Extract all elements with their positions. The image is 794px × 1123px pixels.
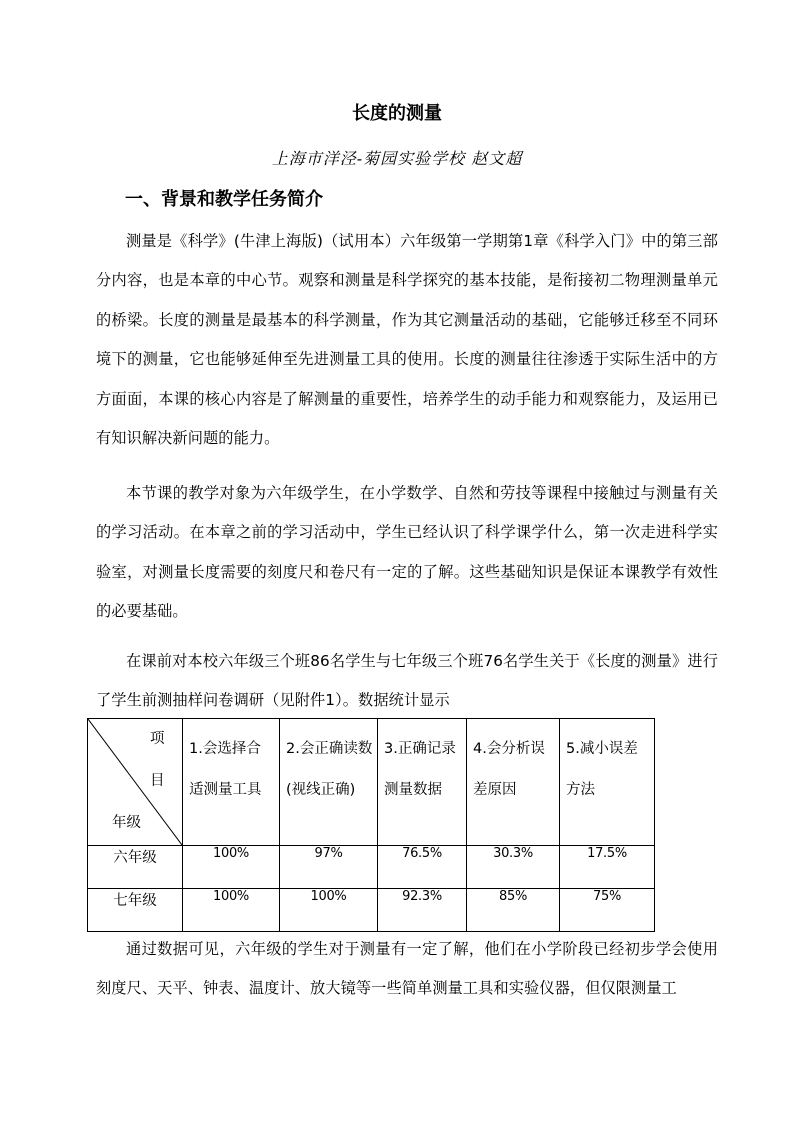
- row-label-grade7: 七年级: [88, 889, 183, 932]
- table-cell: 100%: [183, 846, 280, 889]
- survey-table: [87, 718, 655, 932]
- table-row: [88, 889, 655, 932]
- table-cell: 100%: [183, 889, 280, 932]
- table-cell: 97%: [280, 846, 378, 889]
- header-text-1: 1.会选择合适测量工具: [189, 741, 262, 798]
- paragraph-3: 在课前对本校六年级三个班86名学生与七年级三个班76名学生关于《长度的测量》进行了学生前测抽样问卷调研（见附件1）。数据统计显示: [96, 652, 718, 710]
- diagonal-header: [88, 719, 182, 845]
- row-label-grade6: 六年级: [88, 846, 183, 889]
- table-cell: 92.3%: [378, 889, 467, 932]
- table-row: [88, 846, 655, 889]
- corner-label-xiang: 项: [150, 731, 165, 747]
- header-text-5: 5.减小误差方法: [566, 741, 638, 798]
- table-header-row: [88, 719, 655, 846]
- header-text-2: 2.会正确读数(视线正确): [286, 741, 373, 798]
- paragraph-2: 本节课的教学对象为六年级学生，在小学数学、自然和劳技等课程中接触过与测量有关的学习活动。在本章之前的学习活动中，学生已经认识了科学课学什么，第一次走进科学实验室，对测量长度需要的刻度尺和卷尺有一定的了解。这些基础知识是保证本课教学有效性的必要基础。: [96, 484, 718, 621]
- corner-label-mu: 目: [150, 773, 165, 789]
- header-text-3: 3.正确记录测量数据: [384, 741, 456, 798]
- section-heading: 一、背景和教学任务简介: [125, 189, 323, 210]
- table-header-cell: [183, 719, 280, 846]
- table-header-cell: [280, 719, 378, 846]
- document-title: 长度的测量: [352, 103, 442, 124]
- table-cell: 100%: [280, 889, 378, 932]
- table-header-cell: [467, 719, 560, 846]
- table-cell: 75%: [560, 889, 655, 932]
- corner-label-grade: 年级: [112, 815, 141, 831]
- paragraph-4: 通过数据可见，六年级的学生对于测量有一定了解，他们在小学阶段已经初步学会使用刻度尺、天平、钟表、温度计、放大镜等一些简单测量工具和实验仪器，但仅限测量工: [96, 940, 718, 998]
- table-cell: 17.5%: [560, 846, 655, 889]
- table-cell: 30.3%: [467, 846, 560, 889]
- table-corner-cell: [88, 719, 183, 846]
- table-header-cell: [378, 719, 467, 846]
- header-text-4: 4.会分析误差原因: [473, 741, 545, 798]
- table-cell: 85%: [467, 889, 560, 932]
- author-line: 上海市洋泾-菊园实验学校 赵文超: [271, 149, 523, 168]
- table-header-cell: [560, 719, 655, 846]
- paragraph-1: 测量是《科学》(牛津上海版)（试用本）六年级第一学期第1章《科学入门》中的第三部分内容，也是本章的中心节。观察和测量是科学探究的基本技能，是衔接初二物理测量单元的桥梁。长度的测量是最基本的科学测量，作为其它测量活动的基础，它能够迁移至不同环境下的测量，它也能够延伸至先进测量工具的使用。长度的测量往往渗透于实际生活中的方方面面，本课的核心内容是了解测量的重要性，培养学生的动手能力和观察能力，及运用已有知识解决新问题的能力。: [96, 232, 718, 448]
- table-cell: 76.5%: [378, 846, 467, 889]
